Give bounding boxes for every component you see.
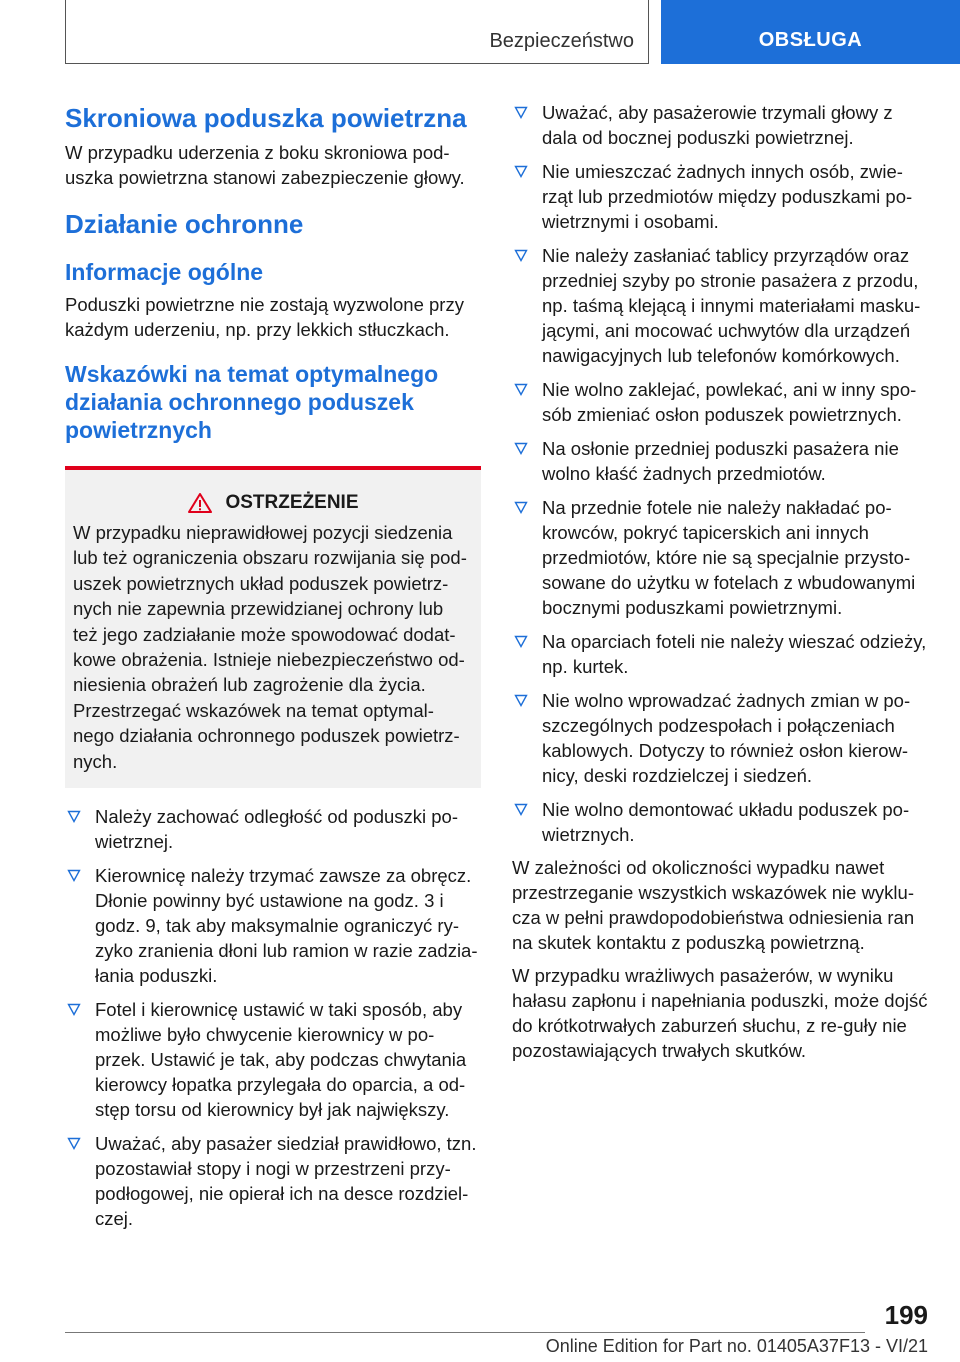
list-item <box>512 100 928 150</box>
list-item <box>65 863 481 988</box>
warning-box <box>65 466 481 788</box>
list-item-text: Uważać, aby pasażer siedział prawidłowo, tzn. pozostawiał stopy i nogi w przestrzeni przy-podłogowej, nie opierał ich na desce rozdziel-czej. <box>95 1133 477 1230</box>
list-item <box>65 1131 481 1231</box>
header-frame <box>65 0 649 64</box>
bullet-triangle-icon <box>514 635 528 648</box>
list-item-text: Nie wolno wprowadzać żadnych zmian w po-szczególnych podzespołach i połączeniach kablowych. Dotyczy to również osłon kierow-nicy, deski rozdzielczej i siedzeń. <box>542 690 911 786</box>
list-item-text: Fotel i kierownicę ustawić w taki sposób, aby możliwe było chwycenie kierownicy w po-przek. Ustawić je tak, aby podczas chwytania kierowcy łopatka przylegała do oparcia, a od-stęp torsu od kierownicy był jak największy. <box>95 999 467 1121</box>
list-item-text: Kierownicę należy trzymać zawsze za obręcz. Dłonie powinny być ustawione na godz. 3 i godz. 9, tak aby maksymalnie ograniczyć ry-zyko zranienia dłoni lub ramion w razie zadzia-łania poduszki. <box>95 865 478 987</box>
bullet-triangle-icon <box>514 803 528 816</box>
left-column <box>65 100 481 1231</box>
list-item <box>65 997 481 1122</box>
bullet-triangle-icon <box>67 1003 81 1016</box>
footer-edition: Online Edition for Part no. 01405A37F13 - VI/21 <box>545 1336 928 1356</box>
sensitive-passengers-paragraph: W przypadku wrażliwych pasażerów, w wyniku hałasu zapłonu i napełniania poduszki, może dojść do krótkotrwałych zaburzeń słuchu, z re-guły nie pozostawiających trwałych skutków. <box>512 965 928 1061</box>
header-chapter-tab <box>661 0 960 64</box>
general-paragraph: Poduszki powietrzne nie zostają wyzwolone przy każdym uderzeniu, np. przy lekkich stłuczkach. <box>65 294 464 340</box>
bullet-triangle-icon <box>514 249 528 262</box>
list-item-text: Należy zachować odległość od poduszki po-wietrznej. <box>95 806 459 853</box>
list-item-text: Nie wolno zaklejać, powlekać, ani w inny spo-sób zmieniać osłon poduszek powietrznych. <box>542 379 917 425</box>
accident-paragraph: W zależności od okoliczności wypadku nawet przestrzeganie wszystkich wskazówek nie wyklu-cza w pełni prawdopodobieństwa odniesienia ran na skutek kontaktu z poduszką powietrzną. <box>512 857 915 953</box>
bullet-triangle-icon <box>67 1137 81 1150</box>
footer-divider <box>65 1332 865 1333</box>
right-column <box>512 100 928 1063</box>
right-bullet-list <box>512 100 928 847</box>
list-item-text: Na oparciach foteli nie należy wieszać odzieży, np. kurtek. <box>542 631 927 677</box>
bullet-triangle-icon <box>67 810 81 823</box>
bullet-triangle-icon <box>514 442 528 455</box>
list-item <box>512 688 928 788</box>
list-item <box>512 436 928 486</box>
left-bullet-list <box>65 804 481 1231</box>
subsection-heading: Informacje ogólne <box>65 259 264 285</box>
list-item-text: Nie należy zasłaniać tablicy przyrządów oraz przedniej szyby po stronie pasażera z przodu, np. taśmą klejącą i innymi materiałami masku-jącymi, ani mocować uchwytów dla urządzeń nawigacyjnych lub telefonów komórkowych. <box>542 245 921 366</box>
warning-triangle-icon <box>187 492 213 514</box>
bullet-triangle-icon <box>514 694 528 707</box>
warning-header <box>73 492 473 514</box>
list-item <box>512 159 928 234</box>
list-item <box>512 629 928 679</box>
bullet-triangle-icon <box>514 106 528 119</box>
list-item-text: Na przednie fotele nie należy nakładać po-krowców, pokryć tapicerskich ani innych przedmiotów, które nie są specjalnie przysto-sowane do użytku w fotelach z wbudowanymi bocznymi poduszkami powietrznymi. <box>542 497 916 618</box>
bullet-triangle-icon <box>67 869 81 882</box>
bullet-triangle-icon <box>514 165 528 178</box>
list-item-text: Na osłonie przedniej poduszki pasażera nie wolno kłaść żadnych przedmiotów. <box>542 438 899 484</box>
warning-text: W przypadku nieprawidłowej pozycji siedzenia lub też ograniczenia obszaru rozwijania się pod-uszek powietrznych układ poduszek powietrz-nych nie zapewnia przewidzianej ochrony lub też jego zadziałanie może spowodować dodat-kowe obrażenia. Istnieje niebezpieczeństwo od-niesienia obrażeń lub zagrożenie dla życia. Przestrzegać wskazówek na temat optymal-nego działania ochronnego poduszek powietrz-nych. <box>73 522 467 772</box>
header-section-title: Bezpieczeństwo <box>489 30 634 52</box>
warning-title: OSTRZEŻENIE <box>225 492 359 513</box>
header-chapter-label: OBSŁUGA <box>758 29 863 51</box>
bullet-triangle-icon <box>514 383 528 396</box>
list-item <box>65 804 481 854</box>
list-item <box>512 495 928 620</box>
list-item-text: Uważać, aby pasażerowie trzymali głowy z dala od bocznej poduszki powietrznej. <box>542 102 893 148</box>
page-title: Skroniowa poduszka powietrzna <box>65 103 467 133</box>
section-heading: Działanie ochronne <box>65 209 304 239</box>
list-item <box>512 797 928 847</box>
page-number: 199 <box>884 1300 928 1330</box>
intro-paragraph: W przypadku uderzenia z boku skroniowa pod-uszka powietrzna stanowi zabezpieczenie głowy. <box>65 142 465 188</box>
tips-heading: Wskazówki na temat optymalnego działania ochronnego poduszek powietrznych <box>65 361 439 443</box>
list-item <box>512 243 928 368</box>
bullet-triangle-icon <box>514 501 528 514</box>
list-item-text: Nie wolno demontować układu poduszek po-wietrznych. <box>542 799 910 845</box>
list-item-text: Nie umieszczać żadnych innych osób, zwie-rząt lub przedmiotów między poduszkami po-wietrznymi i osobami. <box>542 161 913 232</box>
list-item <box>512 377 928 427</box>
